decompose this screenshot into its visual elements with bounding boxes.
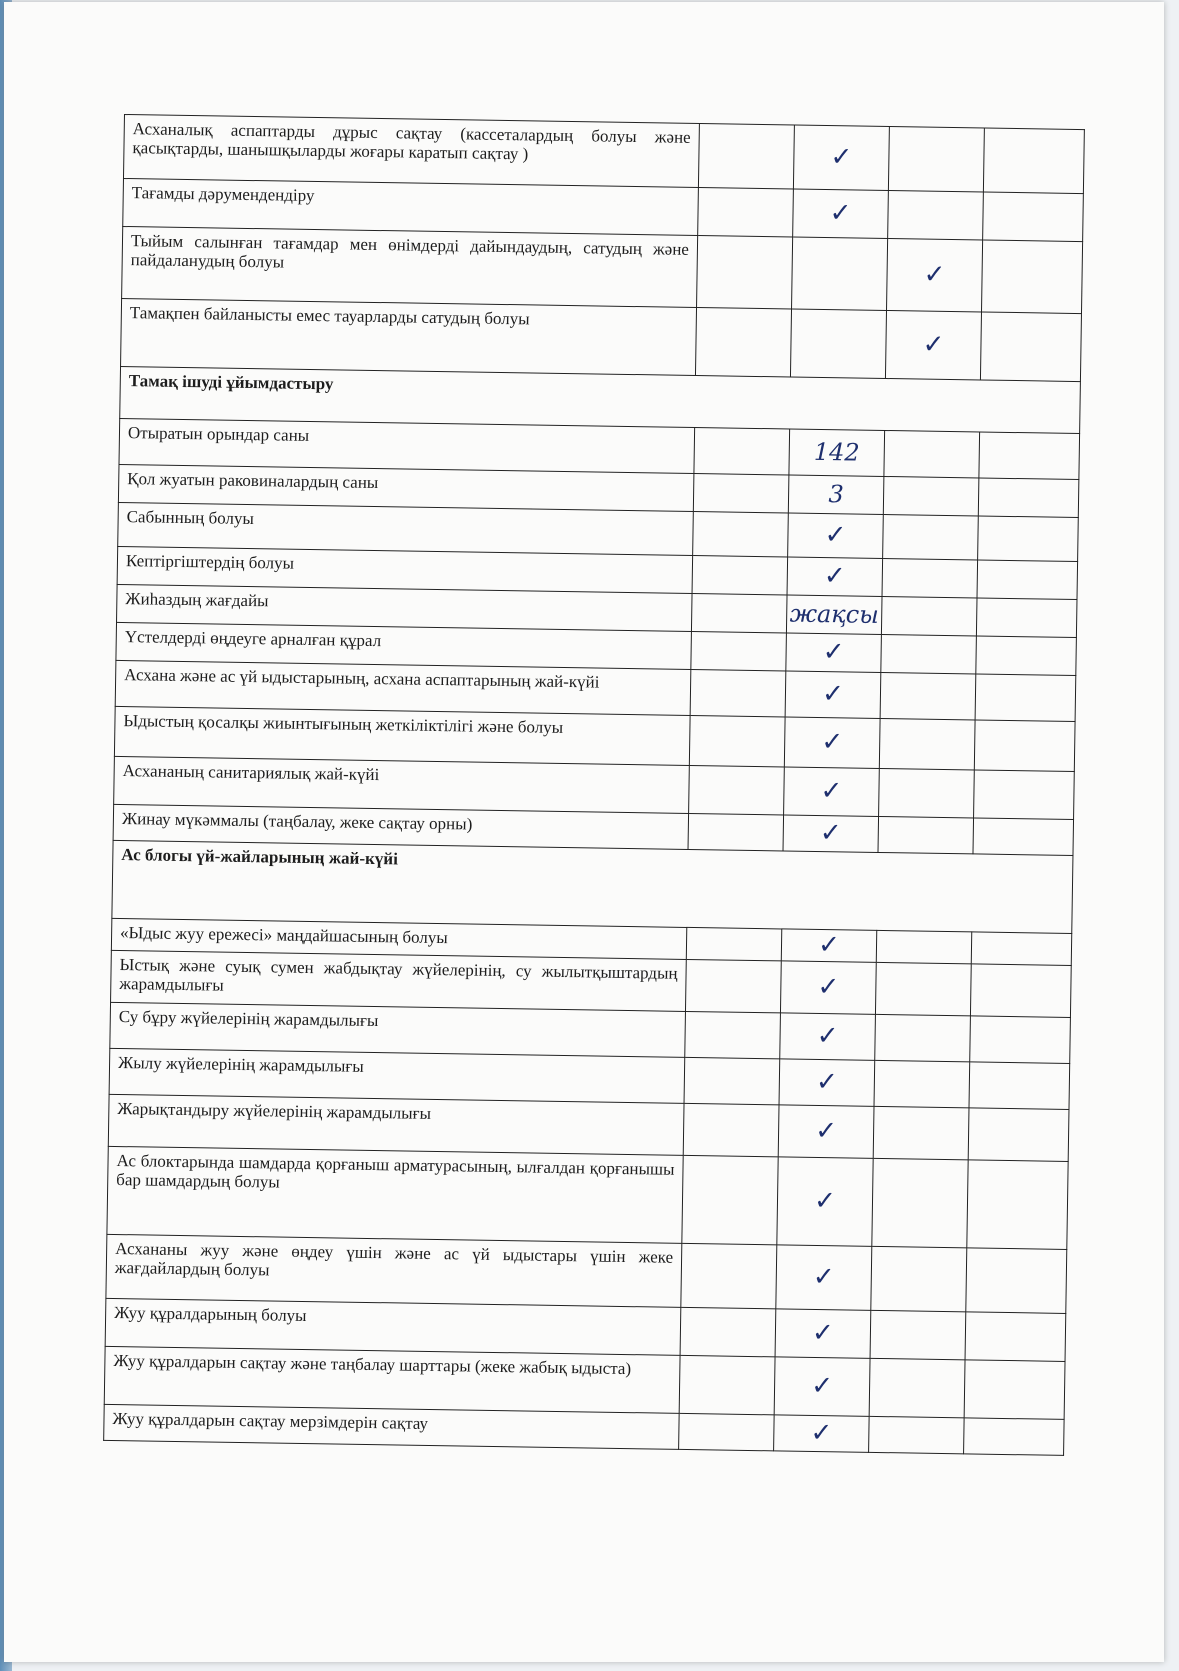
- handwritten-check-mark: ✓: [793, 125, 889, 190]
- empty-cell: [884, 430, 980, 477]
- empty-cell: [869, 1416, 965, 1453]
- criterion-label: Отыратын орындар саны: [119, 418, 695, 473]
- empty-cell: [964, 1418, 1065, 1456]
- empty-cell: [682, 1155, 778, 1244]
- inspection-checklist-table: [103, 114, 1085, 1456]
- empty-cell: [878, 816, 974, 853]
- handwritten-check-mark: ✓: [793, 189, 889, 238]
- criterion-label: Тыйым салынған тағамдар мен өнімдерді дайындаудың, сатудың және пайдаланудың болуы: [122, 226, 698, 307]
- handwritten-check-mark: ✓: [776, 1245, 872, 1310]
- criterion-label: Жуу құралдарының болуы: [105, 1298, 681, 1355]
- empty-cell: [881, 634, 977, 673]
- criterion-label: Ыдыстың қосалқы жиынтығының жеткіліктілігі және болуы: [114, 706, 690, 765]
- criterion-label: Жуу құралдарын сақтау мерзімдерін сақтау: [104, 1404, 679, 1449]
- empty-cell: [970, 1016, 1071, 1064]
- empty-cell: [685, 959, 781, 1012]
- handwritten-check-mark: ✓: [780, 1013, 876, 1060]
- empty-cell: [875, 962, 971, 1015]
- empty-cell: [977, 560, 1078, 600]
- empty-cell: [790, 309, 886, 378]
- empty-cell: [879, 768, 975, 817]
- empty-cell: [880, 672, 976, 719]
- handwritten-check-mark: ✓: [780, 961, 876, 1014]
- criterion-label: Қол жуатын раковиналардың саны: [118, 464, 694, 511]
- empty-cell: [973, 818, 1074, 856]
- empty-cell: [689, 765, 785, 814]
- handwritten-check-mark: ✓: [777, 1157, 873, 1246]
- empty-cell: [692, 555, 788, 594]
- empty-cell: [876, 930, 971, 963]
- criterion-label: «Ыдыс жуу ережесі» маңдайшасының болуы: [111, 918, 686, 959]
- empty-cell: [686, 927, 781, 960]
- handwritten-check-mark: ✓: [784, 717, 880, 768]
- criterion-label: Жиһаздың жағдайы: [117, 584, 693, 631]
- empty-cell: [966, 1248, 1067, 1314]
- empty-cell: [871, 1246, 967, 1311]
- criterion-label: Асхана және ас үй ыдыстарының, асхана аспаптарының жай-күйі: [115, 660, 691, 715]
- empty-cell: [882, 558, 978, 597]
- criterion-label: Үстелдерді өңдеуге арналған құрал: [116, 622, 692, 669]
- empty-cell: [680, 1307, 776, 1356]
- empty-cell: [968, 1108, 1069, 1162]
- criterion-label: Тағамды дәрумендендіру: [123, 178, 699, 235]
- handwritten-check-mark: ✓: [784, 767, 880, 816]
- empty-cell: [685, 1011, 781, 1058]
- checklist-table-wrapper: [103, 114, 1084, 1456]
- empty-cell: [976, 598, 1077, 638]
- criterion-label: Асхананы жуу және өңдеу үшін және ас үй ыдыстары үшін жеке жағдайлардың болуы: [106, 1234, 682, 1307]
- handwritten-value: 142: [789, 429, 885, 476]
- empty-cell: [695, 308, 791, 377]
- handwritten-check-mark: ✓: [774, 1357, 870, 1416]
- empty-cell: [978, 516, 1079, 562]
- criterion-label: Жуу құралдарын сақтау және таңбалау шарттары (жеке жабық ыдыста): [104, 1346, 680, 1413]
- empty-cell: [684, 1057, 780, 1104]
- section-heading: Тамақ ішуді ұйымдастыру: [120, 366, 1081, 433]
- empty-cell: [874, 1060, 970, 1107]
- empty-cell: [875, 1014, 971, 1061]
- empty-cell: [981, 240, 1082, 314]
- empty-cell: [964, 1360, 1065, 1420]
- handwritten-value: жақсы: [786, 595, 882, 634]
- empty-cell: [967, 1160, 1068, 1250]
- criterion-label: Ыстық және суық сумен жабдықтау жүйелерінің, су жылытқыштардың жарамдылығы: [111, 950, 687, 1011]
- handwritten-check-mark: ✓: [885, 311, 981, 380]
- empty-cell: [974, 720, 1075, 772]
- handwritten-check-mark: ✓: [887, 239, 983, 312]
- empty-cell: [983, 192, 1084, 242]
- empty-cell: [869, 1358, 965, 1417]
- criterion-label: Жинау мүкәммалы (таңбалау, жеке сақтау орны): [113, 804, 688, 849]
- empty-cell: [974, 770, 1075, 820]
- empty-cell: [872, 1158, 968, 1247]
- table-row: [107, 1146, 1068, 1249]
- criterion-label: Жылу жүйелерінің жарамдылығы: [109, 1048, 685, 1103]
- empty-cell: [691, 631, 787, 670]
- empty-cell: [976, 636, 1077, 676]
- empty-cell: [980, 312, 1081, 382]
- criterion-label: Тамақпен байланысты емес тауарларды сатудың болуы: [121, 298, 697, 375]
- empty-cell: [679, 1413, 775, 1450]
- section-row: [112, 840, 1073, 933]
- empty-cell: [979, 432, 1080, 480]
- handwritten-check-mark: ✓: [783, 815, 879, 852]
- document-page: [4, 2, 1164, 1662]
- empty-cell: [679, 1355, 775, 1414]
- handwritten-check-mark: ✓: [778, 1105, 874, 1158]
- handwritten-check-mark: ✓: [787, 557, 883, 596]
- section-heading: Ас блогы үй-жайларының жай-күйі: [112, 840, 1073, 933]
- handwritten-value: 3: [788, 475, 884, 514]
- handwritten-check-mark: ✓: [781, 929, 876, 962]
- criterion-label: Су бұру жүйелерінің жарамдылығы: [110, 1002, 686, 1057]
- handwritten-check-mark: ✓: [786, 633, 882, 672]
- empty-cell: [690, 669, 786, 716]
- empty-cell: [688, 813, 784, 850]
- empty-cell: [693, 473, 789, 512]
- criterion-label: Сабынның болуы: [118, 502, 694, 555]
- empty-cell: [970, 964, 1071, 1018]
- handwritten-check-mark: ✓: [775, 1309, 871, 1358]
- empty-cell: [792, 237, 888, 310]
- criterion-label: Жарықтандыру жүйелерінің жарамдылығы: [108, 1094, 684, 1155]
- handwritten-check-mark: ✓: [774, 1415, 870, 1452]
- criterion-label: Кептіргіштердің болуы: [117, 546, 693, 593]
- handwritten-check-mark: ✓: [785, 671, 881, 718]
- empty-cell: [698, 124, 794, 189]
- handwritten-check-mark: ✓: [779, 1059, 875, 1106]
- criterion-label: Асхананың санитариялық жай-күйі: [114, 756, 690, 813]
- empty-cell: [888, 127, 984, 192]
- empty-cell: [879, 718, 975, 769]
- checklist-body: [104, 115, 1085, 1456]
- handwritten-check-mark: ✓: [788, 513, 884, 558]
- empty-cell: [691, 593, 787, 632]
- empty-cell: [694, 428, 790, 475]
- empty-cell: [689, 715, 785, 766]
- empty-cell: [881, 596, 977, 635]
- empty-cell: [965, 1312, 1066, 1362]
- empty-cell: [888, 191, 984, 240]
- empty-cell: [870, 1310, 966, 1359]
- empty-cell: [969, 1062, 1070, 1110]
- empty-cell: [975, 674, 1076, 722]
- empty-cell: [697, 236, 793, 309]
- empty-cell: [971, 932, 1071, 966]
- empty-cell: [683, 1103, 779, 1156]
- empty-cell: [883, 476, 979, 515]
- empty-cell: [681, 1243, 777, 1308]
- criterion-label: Ас блоктарында шамдарда қорғаныш арматурасының, ылғалдан қорғанышы бар шамдардың болуы: [107, 1146, 683, 1243]
- empty-cell: [873, 1106, 969, 1159]
- empty-cell: [883, 514, 979, 559]
- empty-cell: [978, 478, 1079, 518]
- empty-cell: [693, 511, 789, 556]
- empty-cell: [698, 188, 794, 237]
- criterion-label: Асханалық аспаптарды дұрыс сақтау (кассеталардың болуы және қасықтарды, шанышқыларды жоғары каратып сақтау ): [123, 115, 699, 188]
- empty-cell: [983, 128, 1084, 194]
